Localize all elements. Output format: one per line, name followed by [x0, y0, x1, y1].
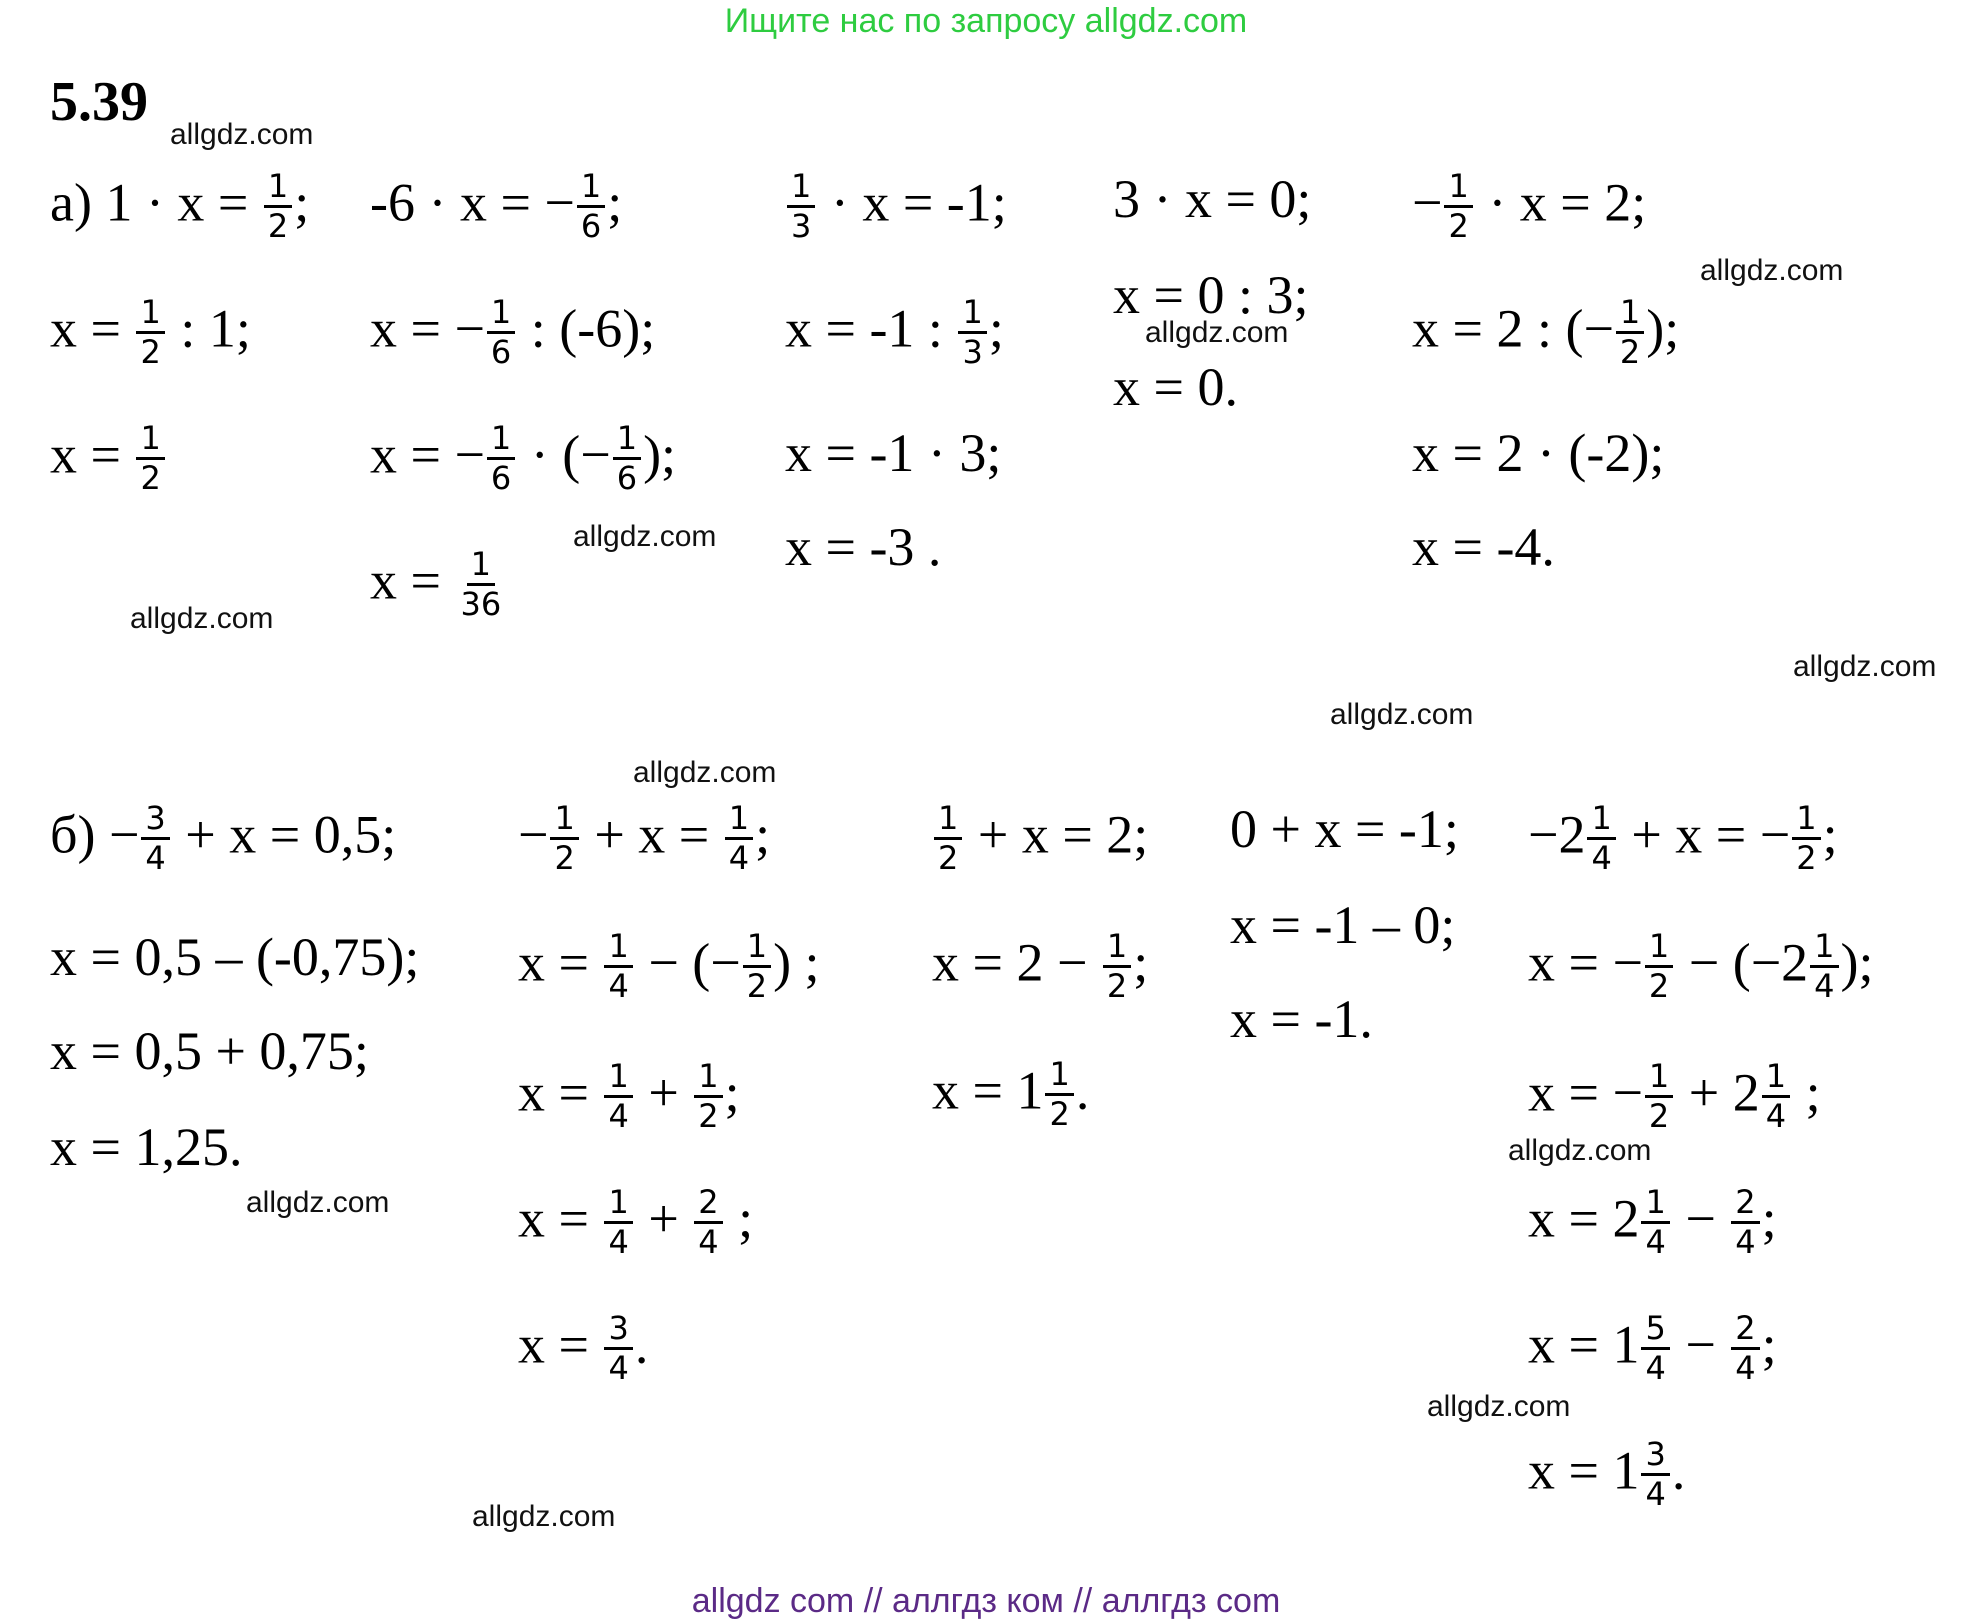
- equation-line: x = 1 $\frac{5}{4}$ − $\frac{2}{4}$ ;: [1528, 1309, 1777, 1387]
- watermark: allgdz.com: [1508, 1134, 1652, 1167]
- equation-line: а) 1 · x = $\frac{1}{2}$ ;: [50, 167, 310, 245]
- watermark: allgdz.com: [1330, 698, 1474, 731]
- equation-line: $\frac{1}{2}$ + x = 2;: [932, 802, 1148, 879]
- equation-line: x = − $\frac{1}{2}$ + 2 $\frac{1}{4}$ ;: [1528, 1057, 1821, 1135]
- footer-links[interactable]: allgdz com // аллгдз ком // аллгдз com: [691, 1582, 1281, 1620]
- watermark: allgdz.com: [633, 756, 777, 789]
- equation-line: x = -1 · 3;: [785, 423, 1002, 483]
- equation-line: x = -4.: [1412, 517, 1555, 577]
- watermark: allgdz.com: [472, 1500, 616, 1533]
- equation-line: x = − $\frac{1}{6}$ : (-6);: [370, 293, 656, 371]
- watermark: allgdz.com: [573, 520, 717, 553]
- watermark: allgdz.com: [1427, 1390, 1571, 1423]
- equation-line: x = − $\frac{1}{2}$ − (−2 $\frac{1}{4}$ );: [1528, 927, 1874, 1005]
- watermark: allgdz.com: [1700, 254, 1844, 287]
- equation-line: x = $\frac{1}{4}$ + $\frac{1}{2}$ ;: [518, 1057, 740, 1135]
- equation-line: x = 0.: [1113, 357, 1238, 417]
- equation-line: $\frac{1}{3}$ · x = -1;: [785, 170, 1007, 247]
- equation-line: x = 1 $\frac{3}{4}$ .: [1528, 1435, 1686, 1513]
- watermark: allgdz.com: [130, 602, 274, 635]
- equation-line: x = 2 $\frac{1}{4}$ − $\frac{2}{4}$ ;: [1528, 1183, 1777, 1261]
- equation-line: x = -1.: [1230, 989, 1373, 1049]
- equation-line: x = $\frac{1}{36}$: [370, 545, 502, 623]
- equation-line: x = $\frac{1}{4}$ − (− $\frac{1}{2}$ ) ;: [518, 927, 820, 1005]
- watermark: allgdz.com: [1793, 650, 1937, 683]
- equation-line: x = 0 : 3;: [1113, 265, 1309, 325]
- equation-line: x = -1 – 0;: [1230, 895, 1456, 955]
- watermark: allgdz.com: [1145, 316, 1289, 349]
- equation-line: б) − $\frac{3}{4}$ + x = 0,5;: [50, 799, 397, 877]
- equation-line: x = $\frac{1}{2}$: [50, 422, 167, 499]
- equation-line: x = -3 .: [785, 517, 942, 577]
- header-banner[interactable]: Ищите нас по запросу allgdz.com: [724, 2, 1248, 40]
- watermark: allgdz.com: [246, 1186, 390, 1219]
- equation-line: − $\frac{1}{2}$ · x = 2;: [1412, 167, 1647, 245]
- equation-line: 0 + x = -1;: [1230, 799, 1459, 859]
- equation-line: x = 0,5 + 0,75;: [50, 1021, 369, 1081]
- equation-line: x = 0,5 – (-0,75);: [50, 927, 420, 987]
- equation-line: x = − $\frac{1}{6}$ · (− $\frac{1}{6}$ );: [370, 419, 677, 497]
- equation-line: − $\frac{1}{2}$ + x = $\frac{1}{4}$ ;: [518, 799, 771, 877]
- equation-line: x = 2 : (− $\frac{1}{2}$ );: [1412, 293, 1680, 371]
- equation-line: x = $\frac{1}{4}$ + $\frac{2}{4}$ ;: [518, 1183, 754, 1261]
- problem-number: 5.39: [50, 71, 148, 133]
- watermark: allgdz.com: [170, 118, 314, 151]
- equation-line: x = 1 $\frac{1}{2}$ .: [932, 1055, 1090, 1133]
- equation-line: x = -1 : $\frac{1}{3}$ ;: [785, 293, 1004, 371]
- equation-line: x = 2 · (-2);: [1412, 423, 1665, 483]
- equation-line: x = $\frac{3}{4}$ .: [518, 1309, 649, 1387]
- equation-line: x = $\frac{1}{2}$ : 1;: [50, 293, 251, 371]
- equation-line: −2 $\frac{1}{4}$ + x = − $\frac{1}{2}$ ;: [1528, 799, 1838, 877]
- equation-line: -6 · x = − $\frac{1}{6}$ ;: [370, 167, 623, 245]
- equation-line: x = 2 − $\frac{1}{2}$ ;: [932, 927, 1149, 1005]
- equation-line: x = 1,25.: [50, 1117, 243, 1177]
- equation-line: 3 · x = 0;: [1113, 169, 1312, 229]
